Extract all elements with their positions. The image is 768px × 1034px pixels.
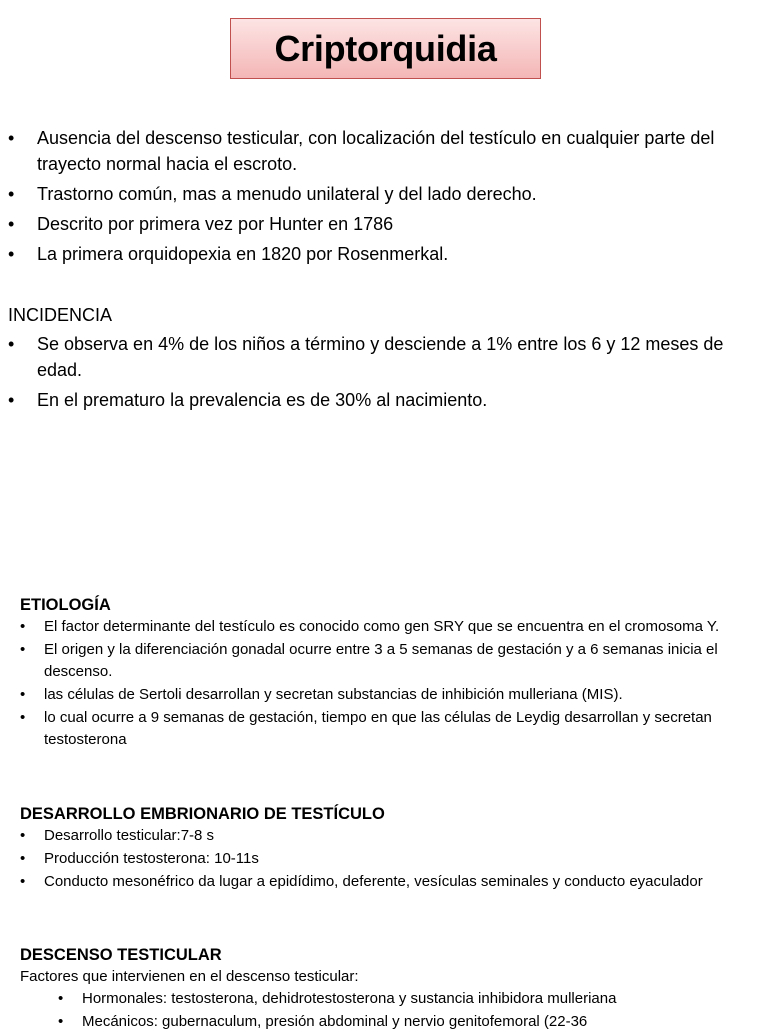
- descenso-section: [0, 944, 768, 1034]
- descenso-heading: DESCENSO TESTICULAR: [20, 946, 222, 964]
- title-box: [230, 18, 541, 79]
- etiologia-heading: ETIOLOGÍA: [20, 596, 111, 614]
- incidencia-list: [0, 331, 768, 417]
- list-item: • lo cual ocurre a 9 semanas de gestación, tiempo en que las células de Leydig desarrollan y secretan testosterona: [0, 707, 768, 751]
- descenso-list: [0, 988, 768, 1033]
- list-item: • Ausencia del descenso testicular, con localización del testículo en cualquier parte del trayecto normal hacia el escroto.: [0, 125, 768, 177]
- desarrollo-section: [0, 803, 768, 894]
- descenso-intro: Factores que intervienen en el descenso testicular:: [20, 968, 359, 985]
- list-item: • En el prematuro la prevalencia es de 30% al nacimiento.: [0, 387, 768, 413]
- list-item: • Descrito por primera vez por Hunter en 1786: [0, 211, 768, 237]
- list-item: • Conducto mesonéfrico da lugar a epidídimo, deferente, vesículas seminales y conducto eyaculador: [0, 871, 768, 893]
- etiologia-section: [0, 594, 768, 752]
- list-item: • las células de Sertoli desarrollan y secretan substancias de inhibición mulleriana (MIS).: [0, 684, 768, 706]
- desarrollo-list: [0, 825, 768, 893]
- list-item: • Se observa en 4% de los niños a término y desciende a 1% entre los 6 y 12 meses de edad.: [0, 331, 768, 383]
- list-item: • El origen y la diferenciación gonadal ocurre entre 3 a 5 semanas de gestación y a 6 semanas inicia el descenso.: [0, 639, 768, 683]
- list-item: • Hormonales: testosterona, dehidrotestosterona y sustancia inhibidora mulleriana: [0, 988, 768, 1010]
- list-item: • Trastorno común, mas a menudo unilateral y del lado derecho.: [0, 181, 768, 207]
- list-item: • El factor determinante del testículo es conocido como gen SRY que se encuentra en el cromosoma Y.: [0, 616, 768, 638]
- page-title: Criptorquidia: [274, 27, 497, 69]
- list-item: • Desarrollo testicular:7-8 s: [0, 825, 768, 847]
- intro-list: [0, 125, 768, 271]
- list-item: • La primera orquidopexia en 1820 por Rosenmerkal.: [0, 241, 768, 267]
- list-item: • Producción testosterona: 10-11s: [0, 848, 768, 870]
- list-item: • Mecánicos: gubernaculum, presión abdominal y nervio genitofemoral (22-36: [0, 1011, 768, 1033]
- incidencia-heading: INCIDENCIA: [8, 305, 113, 325]
- desarrollo-heading: DESARROLLO EMBRIONARIO DE TESTÍCULO: [20, 805, 385, 823]
- etiologia-list: [0, 616, 768, 751]
